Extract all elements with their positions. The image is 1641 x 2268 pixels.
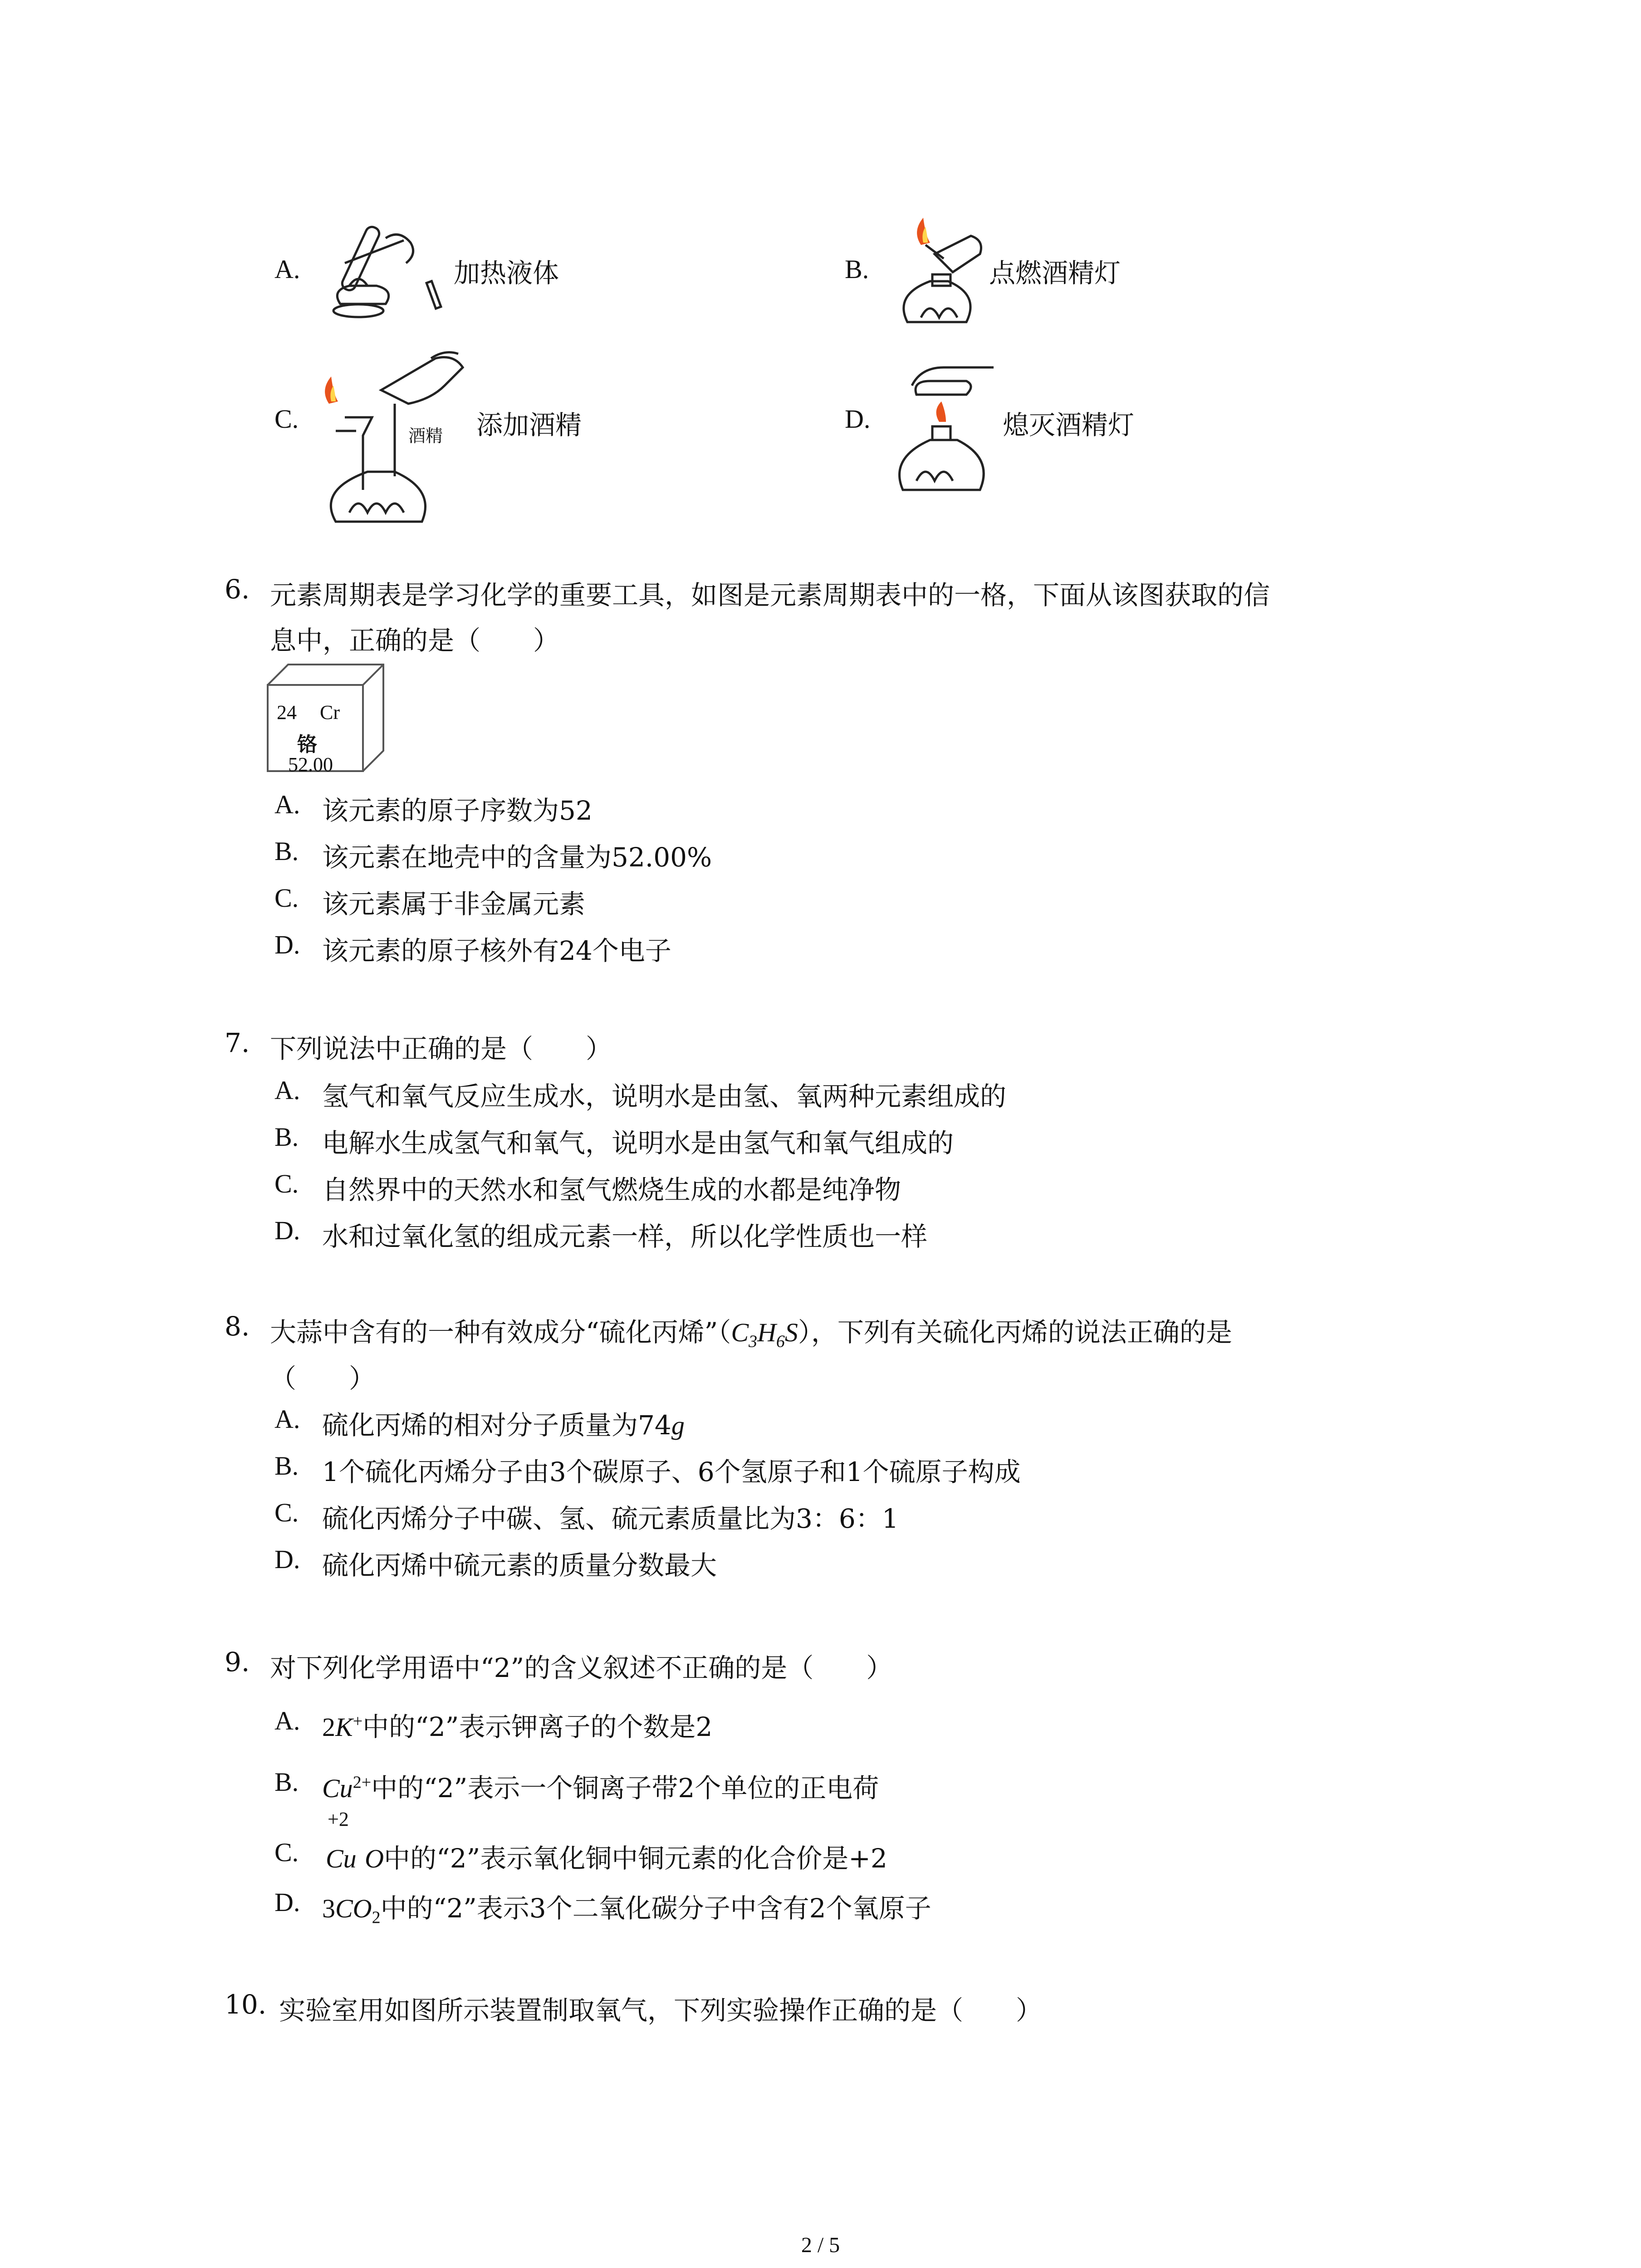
q9-option-d-letter: D. [274, 1887, 300, 1917]
q8-option-a-text: 硫化丙烯的相对分子质量为74g [322, 1410, 685, 1441]
q5-option-b-letter: B. [845, 254, 869, 284]
q7-option-b-letter: B. [274, 1122, 299, 1152]
q7-option-c-text: 自然界中的天然水和氢气燃烧生成的水都是纯净物 [322, 1174, 901, 1205]
q6-option-c-letter: C. [274, 883, 299, 913]
q8-option-c-text: 硫化丙烯分子中碳、氢、硫元素质量比为3：6：1 [322, 1503, 899, 1534]
q6-option-c-text: 该元素属于非金属元素 [322, 889, 586, 919]
q9-option-d-text: $3CO_2$中的“2”表示3个二氧化碳分子中含有2个氧原子 [322, 1893, 931, 1927]
test-tube-heating-icon [318, 213, 449, 331]
q6-option-d-letter: D. [274, 930, 300, 959]
q5-option-d-letter: D. [845, 404, 871, 434]
q5-option-c-letter: C. [274, 404, 299, 434]
q7-option-d-letter: D. [274, 1216, 300, 1245]
q9-option-a-text: 2K+中的“2”表示钾离子的个数是2 [322, 1711, 713, 1742]
lamp-lighting-icon [889, 213, 998, 336]
page-number: 2 / 5 [801, 2233, 840, 2257]
q9-option-c-valence: +2 [328, 1808, 349, 1830]
q7-option-b-text: 电解水生成氢气和氧气，说明水是由氢气和氧气组成的 [322, 1128, 954, 1158]
q6-option-b-text: 该元素在地壳中的含量为52.00% [322, 842, 712, 873]
q6-number: 6. [225, 574, 250, 605]
tile-atomic-number: 24 [277, 701, 297, 723]
q7-option-a-text: 氢气和氧气反应生成水，说明水是由氢、氧两种元素组成的 [322, 1081, 1007, 1112]
q7-stem: 下列说法中正确的是（ ） [270, 1033, 612, 1064]
q6-option-a-letter: A. [274, 790, 300, 819]
q5-option-a-caption: 加热液体 [454, 258, 559, 288]
q9-option-b-letter: B. [274, 1767, 299, 1797]
q8-option-d-text: 硫化丙烯中硫元素的质量分数最大 [322, 1550, 717, 1581]
q8-option-c-letter: C. [274, 1498, 299, 1527]
tile-element-name: 铬 [297, 733, 317, 756]
q5-option-b-caption: 点燃酒精灯 [989, 258, 1121, 288]
q8-option-d-letter: D. [274, 1545, 300, 1574]
q8-stem-pre: 大蒜中含有的一种有效成分“硫化丙烯”（ [270, 1317, 731, 1348]
q6-option-d-text: 该元素的原子核外有24个电子 [322, 935, 671, 966]
tile-symbol: Cr [320, 701, 340, 723]
q8-stem-post: ），下列有关硫化丙烯的说法正确的是 [798, 1317, 1232, 1348]
adding-alcohol-icon [318, 340, 472, 531]
q10-number: 10. [225, 1989, 267, 2020]
q8-stem-line2: （ ） [270, 1363, 376, 1394]
tile-atomic-mass: 52.00 [288, 753, 333, 776]
q8-stem-line1 [270, 1311, 1232, 1352]
q6-stem-line2: 息中，正确的是（ ） [270, 625, 560, 656]
q5-option-d-caption: 熄灭酒精灯 [1003, 410, 1135, 440]
q6-stem-line1: 元素周期表是学习化学的重要工具，如图是元素周期表中的一格，下面从该图获取的信 [270, 580, 1270, 611]
q10-stem: 实验室用如图所示装置制取氧气，下列实验操作正确的是（ ） [279, 1995, 1043, 2026]
q7-option-d-text: 水和过氧化氢的组成元素一样，所以化学性质也一样 [322, 1221, 928, 1252]
q9-option-a-letter: A. [274, 1706, 300, 1735]
q5-option-c-figure-label: 酒精 [408, 426, 443, 446]
q8-option-b-text: 1个硫化丙烯分子由3个碳原子、6个氢原子和1个硫原子构成 [322, 1457, 1021, 1487]
q9-stem: 对下列化学用语中“2”的含义叙述不正确的是（ ） [270, 1652, 893, 1683]
q9-option-b-text: $Cu^{2+}$中的“2”表示一个铜离子带2个单位的正电荷 [322, 1773, 879, 1804]
q5-option-a-letter: A. [274, 254, 300, 284]
q6-option-b-letter: B. [274, 836, 299, 866]
q8-option-b-letter: B. [274, 1451, 299, 1481]
q9-number: 9. [225, 1647, 250, 1677]
q6-option-a-text: 该元素的原子序数为52 [322, 795, 593, 826]
periodic-table-tile [263, 660, 386, 776]
q7-option-a-letter: A. [274, 1075, 300, 1105]
q8-option-a-letter: A. [274, 1404, 300, 1434]
q8-formula: $C_3H_6S$ [731, 1318, 798, 1351]
q7-number: 7. [225, 1027, 250, 1058]
q9-option-c-text: Cu O中的“2”表示氧化铜中铜元素的化合价是+2 [326, 1843, 887, 1874]
q5-option-c-caption: 添加酒精 [476, 410, 582, 440]
q7-option-c-letter: C. [274, 1169, 299, 1198]
q8-number: 8. [225, 1311, 250, 1342]
q9-option-c-letter: C. [274, 1838, 299, 1867]
extinguish-lamp-icon [889, 358, 998, 494]
